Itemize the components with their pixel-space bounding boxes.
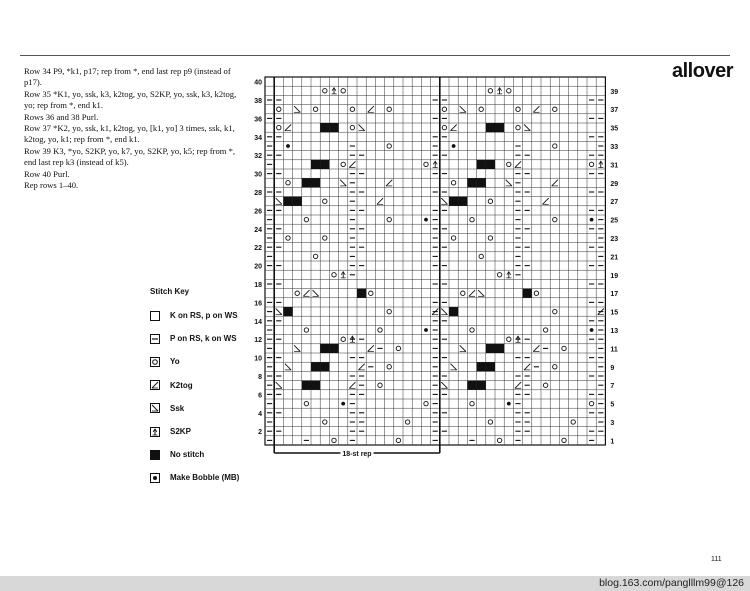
instruction-line: Rows 36 and 38 Purl. [24, 111, 99, 122]
no-stitch-cell [477, 381, 486, 390]
row-label-right: 35 [610, 125, 619, 133]
key-label: S2KP [170, 427, 191, 437]
no-stitch-cell [293, 197, 302, 206]
no-stitch-cell [477, 178, 486, 187]
no-stitch-cell [320, 160, 329, 169]
row-label-left: 6 [258, 392, 262, 400]
instruction-line: Rep rows 1–40. [24, 180, 79, 191]
instruction-line: Row 35 *K1, yo, ssk, k3, k2tog, yo, S2KP, yo, ssk, k3, k2tog, yo; rep from *, end k1. [24, 88, 237, 111]
key-label: Yo [170, 357, 180, 367]
no-stitch-cell [523, 289, 532, 298]
no-stitch-cell [320, 362, 329, 371]
no-stitch-cell [467, 381, 476, 390]
row-label-right: 9 [610, 364, 615, 372]
bobble-mark [424, 218, 428, 222]
row-label-left: 24 [254, 226, 262, 234]
instruction-line: Row 37 *K2, yo, ssk, k1, k2tog, yo, [k1, yo] 3 times, ssk, k1, k2tog, yo, k1; rep from *, end k1. [24, 123, 235, 145]
stitch-key-title: Stitch Key [150, 287, 190, 296]
stitch-chart [250, 70, 620, 465]
row-label-left: 22 [254, 245, 262, 253]
no-stitch-cell [486, 160, 495, 169]
no-stitch-symbol-icon [150, 450, 160, 460]
row-label-left: 36 [254, 116, 262, 124]
no-stitch-cell [449, 307, 458, 316]
no-stitch-cell [311, 362, 320, 371]
row-label-left: 16 [254, 300, 262, 308]
key-row [150, 327, 239, 350]
k2tog-symbol-icon [150, 380, 160, 390]
key-row [150, 397, 239, 420]
no-stitch-cell [477, 160, 486, 169]
row-label-left: 2 [258, 429, 262, 437]
repeat-label: 18-st rep [342, 451, 372, 458]
bobble-mark [590, 218, 594, 222]
no-stitch-cell [302, 381, 311, 390]
key-row [150, 374, 239, 397]
page-number: 111 [711, 556, 722, 563]
row-label-left: 28 [254, 190, 262, 197]
key-label: P on RS, k on WS [170, 334, 237, 344]
no-stitch-cell [486, 362, 495, 371]
bobble-mark [507, 402, 511, 406]
no-stitch-cell [458, 197, 467, 206]
bobble-mark [341, 402, 345, 406]
instruction-line: Row 39 K3, *yo, S2KP, yo, k7, yo, S2KP, yo, k5; rep from *, end last rep k3 (instead of k5). [24, 145, 236, 168]
row-label-left: 18 [254, 282, 262, 289]
row-label-right: 39 [610, 88, 619, 96]
instruction-line: Row 34 P9, *k1, p17; rep from *, end last rep p9 (instead of p17). [24, 66, 231, 88]
no-stitch-cell [311, 381, 320, 390]
no-stitch-cell [486, 344, 495, 353]
row-label-right: 7 [610, 383, 615, 391]
key-label: K2tog [170, 380, 193, 390]
stitch-key [150, 287, 239, 490]
row-label-left: 8 [258, 374, 262, 381]
key-row [150, 466, 239, 489]
row-label-right: 25 [610, 217, 619, 225]
no-stitch-cell [449, 197, 458, 206]
no-stitch-cell [320, 123, 329, 132]
key-row [150, 443, 239, 466]
no-stitch-cell [283, 307, 292, 316]
key-row [150, 420, 239, 443]
row-label-right: 17 [610, 291, 619, 299]
yo-symbol-icon [150, 357, 160, 367]
knit-symbol-icon [150, 311, 160, 321]
no-stitch-cell [467, 178, 476, 187]
row-label-right: 3 [610, 420, 615, 427]
bobble-mark [286, 144, 290, 148]
bobble-mark [590, 328, 594, 332]
row-label-right: 37 [610, 107, 619, 115]
no-stitch-cell [329, 123, 338, 132]
row-label-left: 40 [254, 79, 262, 87]
bobble-mark [424, 328, 428, 332]
purl-symbol-icon [150, 334, 160, 344]
footer-bar [0, 576, 750, 591]
row-label-right: 31 [610, 162, 619, 170]
row-label-right: 5 [610, 401, 615, 409]
row-label-left: 20 [254, 263, 262, 271]
key-label: K on RS, p on WS [170, 311, 238, 321]
row-label-left: 34 [254, 134, 262, 142]
row-label-left: 26 [254, 208, 262, 216]
page-title: allover [672, 60, 733, 82]
row-label-left: 32 [254, 153, 262, 161]
row-label-left: 10 [254, 355, 262, 363]
row-label-right: 21 [610, 254, 619, 262]
no-stitch-cell [320, 344, 329, 353]
watermark-text: blog.163.com/panglllm99@126 [599, 577, 744, 589]
row-label-right: 27 [610, 199, 619, 207]
top-rule [20, 55, 730, 56]
no-stitch-cell [477, 362, 486, 371]
row-label-right: 11 [610, 346, 618, 354]
s2kp-symbol-icon [150, 427, 160, 437]
bobble-mark [452, 144, 456, 148]
key-row [150, 304, 239, 327]
no-stitch-cell [495, 123, 504, 132]
no-stitch-cell [495, 344, 504, 353]
pattern-instructions [24, 66, 246, 191]
row-label-left: 4 [258, 410, 262, 418]
row-label-right: 29 [610, 180, 619, 188]
row-label-right: 13 [610, 328, 619, 335]
no-stitch-cell [329, 344, 338, 353]
key-label: Ssk [170, 403, 185, 413]
key-label: Make Bobble (MB) [170, 473, 240, 483]
row-label-left: 14 [254, 318, 262, 326]
key-label: No stitch [170, 450, 205, 460]
row-label-right: 15 [610, 309, 619, 317]
row-label-right: 33 [610, 144, 619, 151]
no-stitch-cell [283, 197, 292, 206]
no-stitch-cell [311, 178, 320, 187]
row-label-left: 38 [254, 98, 262, 105]
row-label-left: 12 [254, 337, 262, 345]
key-row [150, 350, 239, 373]
row-label-right: 19 [610, 272, 619, 280]
instruction-line: Row 40 Purl. [24, 168, 70, 179]
no-stitch-cell [311, 160, 320, 169]
no-stitch-cell [357, 289, 366, 298]
row-label-left: 30 [254, 171, 262, 179]
bobble-symbol-icon [150, 473, 160, 483]
no-stitch-cell [302, 178, 311, 187]
no-stitch-cell [486, 123, 495, 132]
row-label-right: 1 [610, 438, 615, 446]
row-label-right: 23 [610, 236, 619, 243]
ssk-symbol-icon [150, 403, 160, 413]
